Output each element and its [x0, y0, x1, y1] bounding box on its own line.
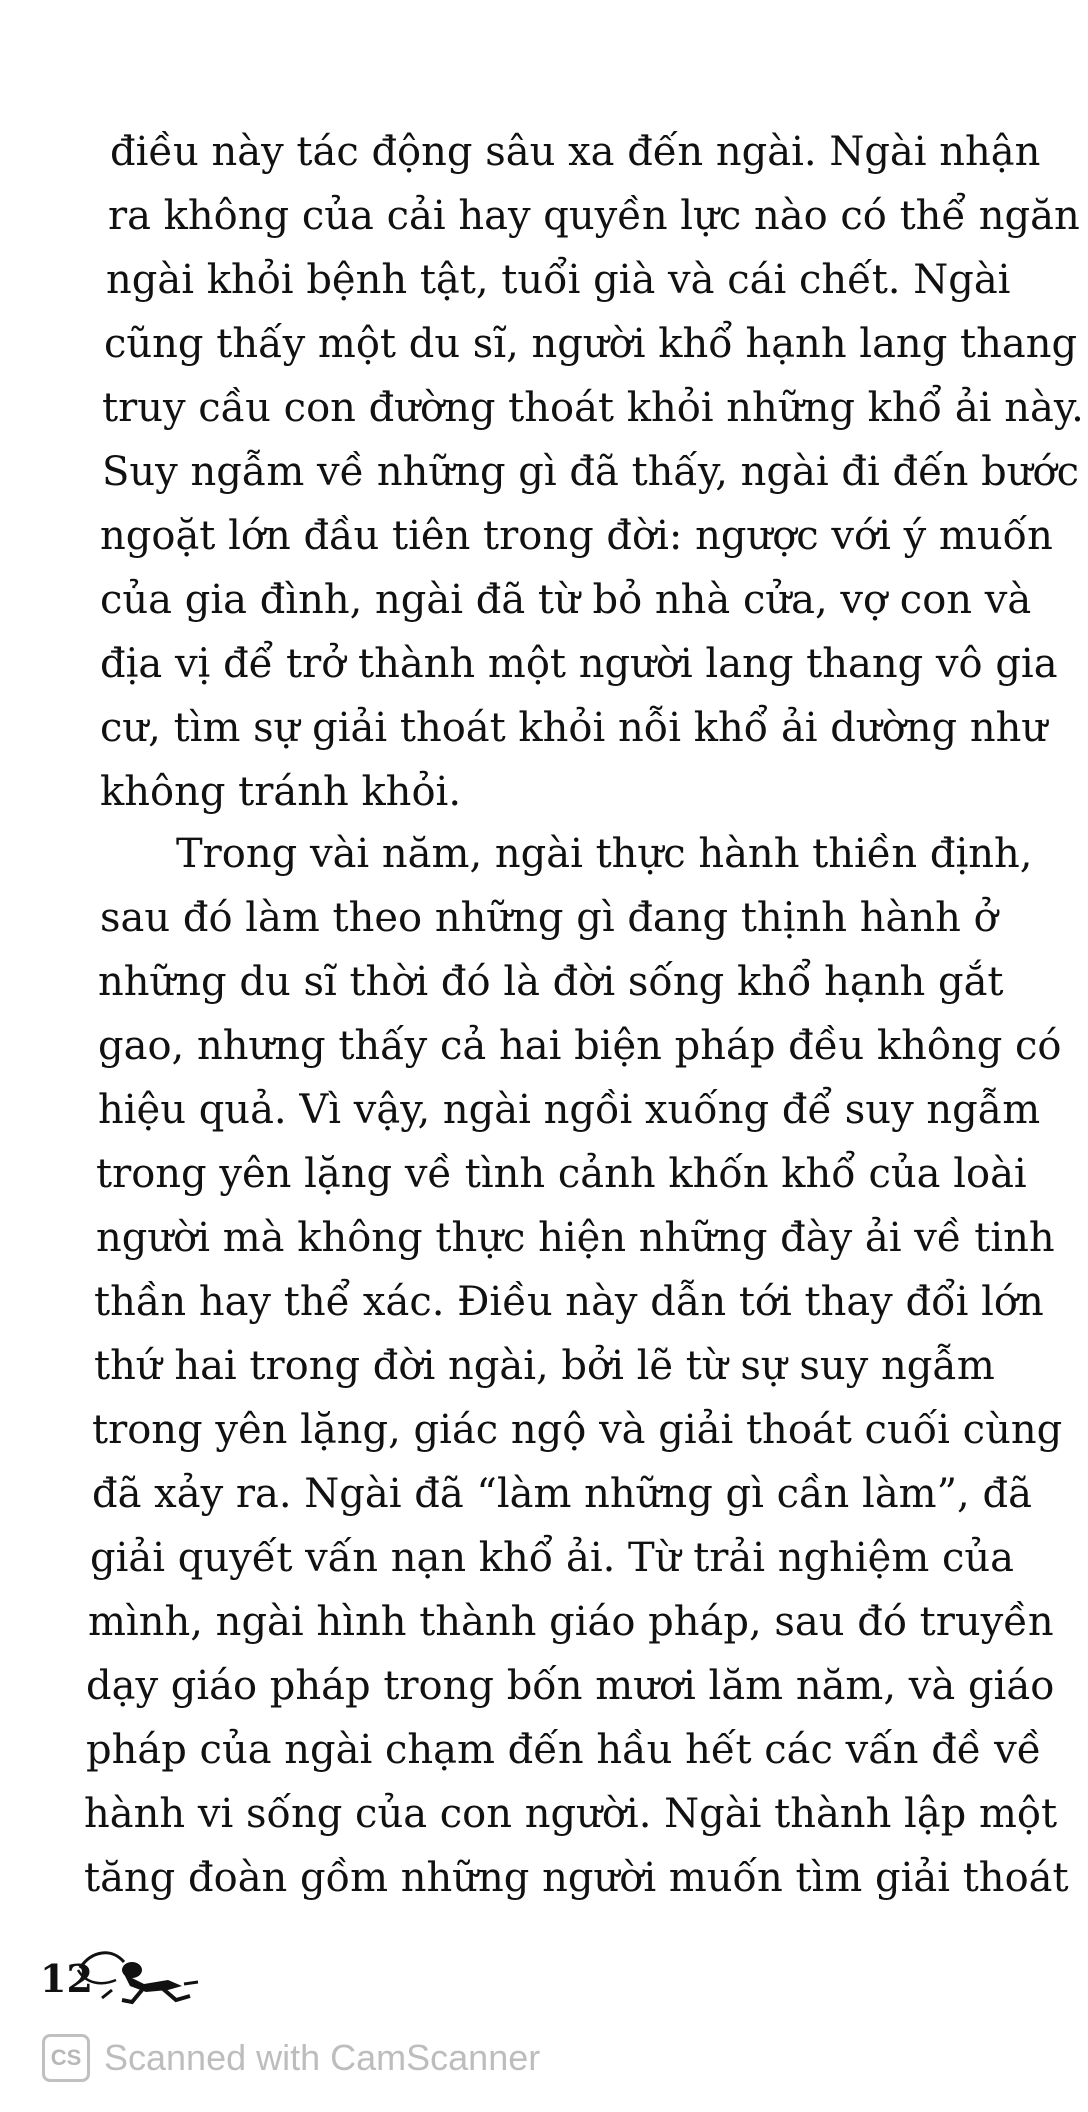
text-line: người mà không thực hiện những đày ải về tinh — [96, 1215, 1055, 1261]
camscanner-logo-icon: CS — [42, 2034, 90, 2082]
camscanner-watermark — [42, 2030, 540, 2086]
text-line: mình, ngài hình thành giáo pháp, sau đó truyền — [88, 1599, 1054, 1645]
text-line: điều này tác động sâu xa đến ngài. Ngài nhận — [110, 129, 1041, 175]
text-line: gao, nhưng thấy cả hai biện pháp đều không có — [98, 1023, 1062, 1069]
text-line: trong yên lặng về tình cảnh khốn khổ của loài — [96, 1151, 1027, 1197]
text-line: sau đó làm theo những gì đang thịnh hành ở — [100, 895, 998, 941]
text-line: hiệu quả. Vì vậy, ngài ngồi xuống để suy ngẫm — [98, 1087, 1041, 1133]
text-line: ngoặt lớn đầu tiên trong đời: ngược với ý muốn — [100, 513, 1053, 559]
text-line: ra không của cải hay quyền lực nào có thể ngăn — [108, 193, 1080, 239]
text-line: cư, tìm sự giải thoát khỏi nỗi khổ ải dường như — [100, 705, 1048, 751]
text-line: truy cầu con đường thoát khỏi những khổ ải này. — [102, 385, 1084, 431]
text-line: Suy ngẫm về những gì đã thấy, ngài đi đến bước — [102, 449, 1080, 495]
text-line: giải quyết vấn nạn khổ ải. Từ trải nghiệm của — [90, 1535, 1015, 1581]
text-line: không tránh khỏi. — [100, 769, 462, 815]
text-line: dạy giáo pháp trong bốn mươi lăm năm, và giáo — [86, 1663, 1055, 1709]
text-line: những du sĩ thời đó là đời sống khổ hạnh gắt — [98, 959, 1004, 1005]
text-line: thần hay thể xác. Điều này dẫn tới thay đổi lớn — [94, 1279, 1044, 1325]
page-number: 12 — [40, 1956, 93, 2001]
text-line: tăng đoàn gồm những người muốn tìm giải thoát — [84, 1855, 1069, 1901]
paragraph-start-line: Trong vài năm, ngài thực hành thiền định, — [176, 831, 1033, 877]
text-line: của gia đình, ngài đã từ bỏ nhà cửa, vợ con và — [100, 577, 1032, 623]
text-line: hành vi sống của con người. Ngài thành lập một — [84, 1791, 1058, 1837]
running-figure-ornament-icon — [72, 1940, 202, 2010]
text-line: ngài khỏi bệnh tật, tuổi già và cái chết. Ngài — [106, 257, 1011, 303]
text-line: pháp của ngài chạm đến hầu hết các vấn đề về — [86, 1727, 1042, 1773]
text-line: cũng thấy một du sĩ, người khổ hạnh lang thang — [104, 321, 1078, 367]
text-line: trong yên lặng, giác ngộ và giải thoát cuối cùng — [92, 1407, 1063, 1453]
text-line: địa vị để trở thành một người lang thang vô gia — [100, 641, 1058, 687]
watermark-text: Scanned with CamScanner — [104, 2037, 541, 2078]
text-line: thứ hai trong đời ngài, bởi lẽ từ sự suy ngẫm — [94, 1343, 995, 1389]
text-line: đã xảy ra. Ngài đã “làm những gì cần làm”, đã — [92, 1471, 1032, 1517]
